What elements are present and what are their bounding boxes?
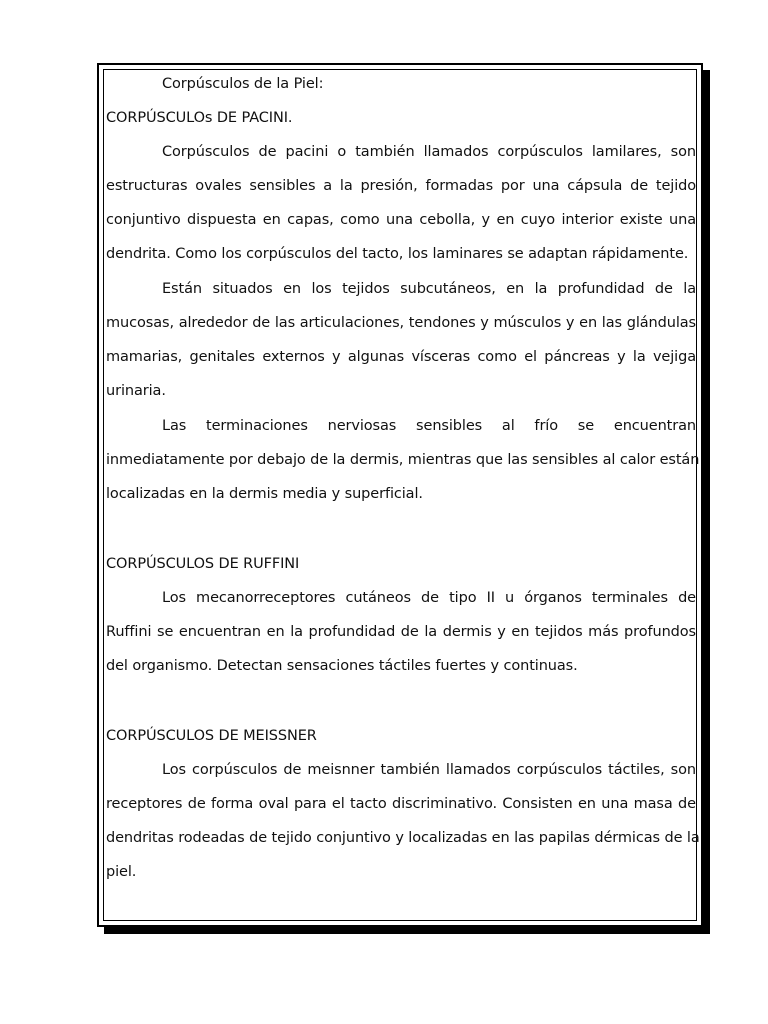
section-heading-pacini: CORPÚSCULOs DE PACINI. bbox=[106, 110, 293, 126]
paragraph-line: conjuntivo dispuesta en capas, como una cebolla, y en cuyo interior existe una bbox=[106, 212, 696, 228]
paragraph-line: Los mecanorreceptores cutáneos de tipo II u órganos terminales de bbox=[162, 590, 696, 606]
paragraph-line: inmediatamente por debajo de la dermis, mientras que las sensibles al calor están bbox=[106, 452, 700, 468]
paragraph-line: receptores de forma oval para el tacto discriminativo. Consisten en una masa de bbox=[106, 796, 696, 812]
paragraph-line: Ruffini se encuentran en la profundidad de la dermis y en tejidos más profundos bbox=[106, 624, 696, 640]
section-heading-ruffini: CORPÚSCULOS DE RUFFINI bbox=[106, 556, 300, 572]
paragraph-line: mucosas, alrededor de las articulaciones, tendones y músculos y en las glándulas bbox=[106, 315, 696, 331]
paragraph-line: mamarias, genitales externos y algunas vísceras como el páncreas y la vejiga bbox=[106, 349, 696, 365]
paragraph-line: Las terminaciones nerviosas sensibles al frío se encuentran bbox=[162, 418, 696, 434]
paragraph-line: piel. bbox=[106, 864, 137, 880]
paragraph-line: dendrita. Como los corpúsculos del tacto, los laminares se adaptan rápidamente. bbox=[106, 246, 689, 262]
document-title: Corpúsculos de la Piel: bbox=[162, 76, 324, 92]
paragraph-line: Los corpúsculos de meisnner también llamados corpúsculos táctiles, son bbox=[162, 762, 696, 778]
paragraph-line: dendritas rodeadas de tejido conjuntivo y localizadas en las papilas dérmicas de la bbox=[106, 830, 700, 846]
paragraph-line: Corpúsculos de pacini o también llamados corpúsculos lamilares, son bbox=[162, 144, 696, 160]
paragraph-line: urinaria. bbox=[106, 383, 166, 399]
paragraph-line: estructuras ovales sensibles a la presión, formadas por una cápsula de tejido bbox=[106, 178, 696, 194]
paragraph-line: Están situados en los tejidos subcutáneos, en la profundidad de la bbox=[162, 281, 696, 297]
paragraph-line: localizadas en la dermis media y superficial. bbox=[106, 486, 423, 502]
section-heading-meissner: CORPÚSCULOS DE MEISSNER bbox=[106, 728, 317, 744]
paragraph-line: del organismo. Detectan sensaciones táctiles fuertes y continuas. bbox=[106, 658, 578, 674]
